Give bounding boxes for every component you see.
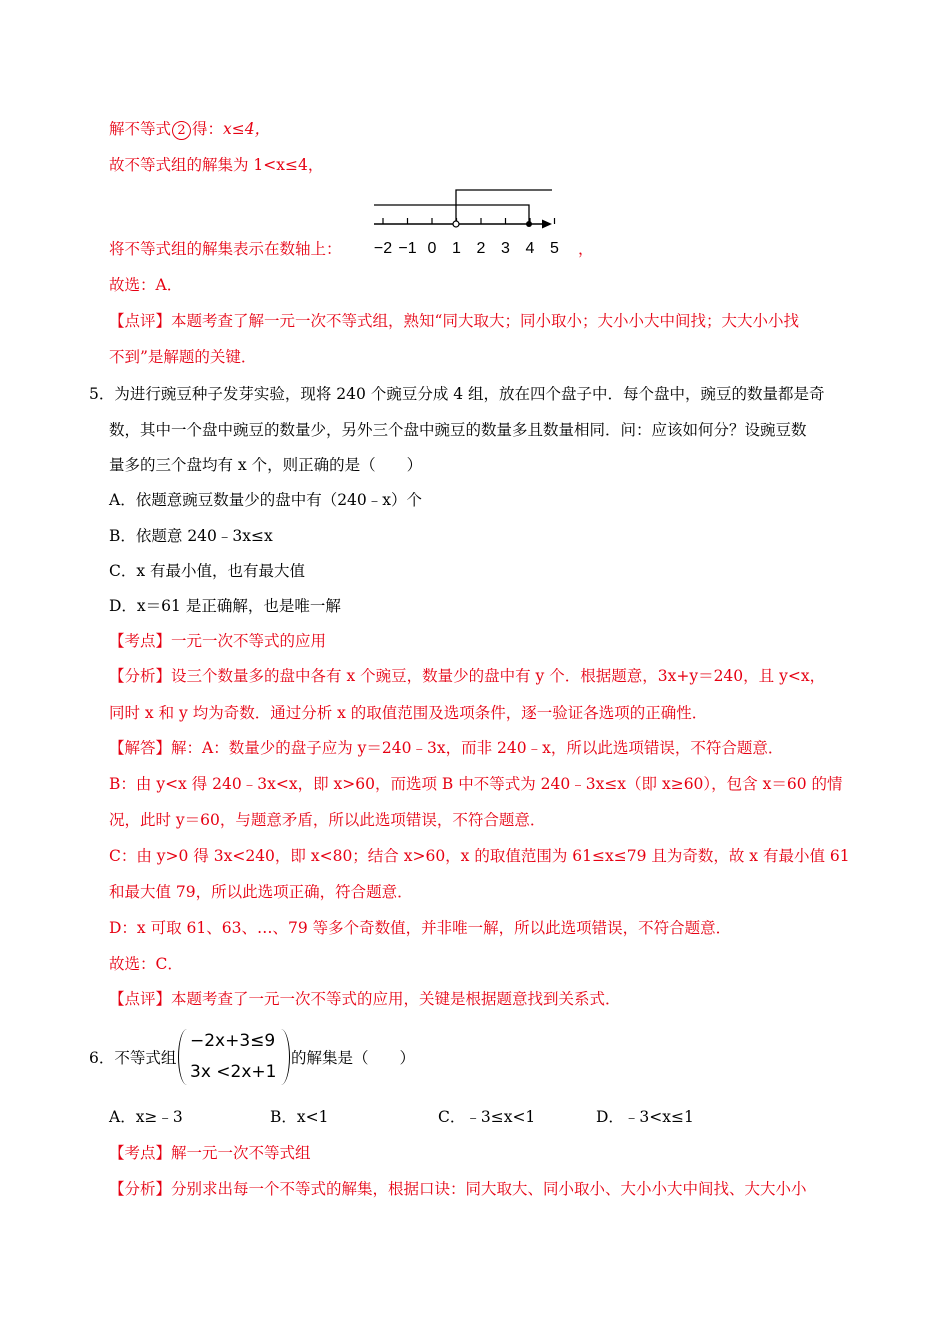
q5-comment (109, 989, 621, 1009)
q6-kaodian (109, 1143, 311, 1163)
step2-math: x≤4， (223, 120, 271, 138)
solution-set-line: 故不等式组的解集为 1<x≤4， (109, 156, 324, 174)
q5-jieda-line1 (109, 738, 783, 758)
numline-caption: 将不等式组的解集表示在数轴上： (109, 240, 342, 258)
q6-stem-text: 不等式组 (114, 1049, 177, 1067)
tick-label-1: −1 (398, 240, 417, 257)
q6-option-b: B．x<1 (270, 1108, 329, 1126)
jieda-tag: 【解答】 (109, 739, 172, 757)
tick-label-3: 1 (452, 240, 461, 257)
comment-q4-line1 (109, 311, 799, 331)
q5-answer: 故选：C． (109, 955, 183, 973)
q5-stem-text: 为进行豌豆种子发芽实验，现将 240 个豌豆分成 4 组，放在四个盘子中．每个盘中，豌豆的数量都是奇 (114, 385, 825, 403)
q5-stem-line1 (89, 384, 825, 404)
q6-stem-post: 的解集是（ ） (291, 1049, 416, 1067)
comment-tag: 【点评】 (109, 990, 172, 1008)
q5-jieda-line2: B：由 y<x 得 240﹣3x<x，即 x>60，而选项 B 中不等式为 240﹣3x≤x（即 x≥60），包含 x＝60 的情 (109, 775, 843, 793)
number-line-labels (374, 240, 559, 257)
answer-q4: 故选：A． (109, 276, 183, 294)
fenxi-text: 分别求出每一个不等式的解集，根据口诀：同大取大、同小取小、大小小大中间找、大大小小 (171, 1180, 807, 1198)
tick-label-4: 2 (476, 240, 486, 257)
q5-fenxi-line2: 同时 x 和 y 均为奇数．通过分析 x 的取值范围及选项条件，逐一验证各选项的正确性． (109, 704, 708, 722)
q5-stem-line2: 数，其中一个盘中豌豆的数量少，另外三个盘中豌豆的数量多且数量相同．问：应该如何分？设豌豆数 (109, 421, 807, 439)
numline-trailing-comma: ， (578, 240, 594, 258)
q5-number: 5． (89, 385, 115, 403)
q5-option-c: C．x 有最小值，也有最大值 (109, 562, 306, 580)
fenxi-text: 设三个数量多的盘中各有 x 个豌豆，数量少的盘中有 y 个．根据题意，3x+y＝240，且 y<x， (171, 667, 826, 685)
q6-stem-pre (89, 1048, 176, 1068)
circled-number: 2 (172, 121, 191, 140)
kaodian-text: 一元一次不等式的应用 (171, 632, 327, 650)
right-brace (280, 1029, 290, 1085)
tick-label-7: 5 (550, 240, 559, 257)
tick-label-6: 4 (525, 240, 535, 257)
fenxi-tag: 【分析】 (109, 667, 172, 685)
q6-fenxi-line1 (109, 1179, 807, 1199)
comment-tag: 【点评】 (109, 312, 172, 330)
q6-option-c: C．﹣3≤x<1 (438, 1108, 536, 1126)
bracket-x-greater-1 (456, 190, 552, 224)
number-line-arrow (542, 220, 552, 229)
comment-text: 本题考查了解一元一次不等式组，熟知“同大取大；同小取小；大小小大中间找；大大小小找 (171, 312, 799, 330)
comment-q4-line2: 不到”是解题的关键． (109, 348, 257, 366)
q6-option-d: D．﹣3<x≤1 (596, 1108, 694, 1126)
open-point-1 (453, 221, 459, 227)
kaodian-text: 解一元一次不等式组 (171, 1144, 311, 1162)
kaodian-tag: 【考点】 (109, 632, 172, 650)
system-row-2: 3x <2x+1 (190, 1062, 277, 1082)
q5-fenxi-line1 (109, 666, 825, 686)
q5-jieda-line3: 况，此时 y＝60，与题意矛盾，所以此选项错误，不符合题意． (109, 811, 546, 829)
jieda-text: 解：A：数量少的盘子应为 y＝240﹣3x，而非 240﹣x，所以此选项错误，不符合题意． (171, 739, 784, 757)
q5-option-d: D．x＝61 是正确解，也是唯一解 (109, 597, 341, 615)
tick-label-5: 3 (501, 240, 510, 257)
system-row-1: −2x+3≤9 (190, 1031, 276, 1051)
q5-option-a: A．依题意豌豆数量少的盘中有（240﹣x）个 (109, 491, 423, 509)
q5-option-b: B．依题意 240﹣3x≤x (109, 527, 273, 545)
kaodian-tag: 【考点】 (109, 1144, 172, 1162)
tick-label-2: 0 (427, 240, 437, 257)
q5-jieda-line6: D：x 可取 61、63、…、79 等多个奇数值，并非唯一解，所以此选项错误，不符合题意． (109, 919, 732, 937)
fenxi-tag: 【分析】 (109, 1180, 172, 1198)
comment-text: 本题考查了一元一次不等式的应用，关键是根据题意找到关系式． (171, 990, 621, 1008)
q5-stem-line3: 量多的三个盘均有 x 个，则正确的是（ ） (109, 456, 423, 474)
step2-pre: 解不等式 (109, 120, 172, 138)
step2-post: 得： (192, 120, 224, 138)
q5-jieda-line4: C：由 y>0 得 3x<240，即 x<80；结合 x>60，x 的取值范围为 61≤x≤79 且为奇数，故 x 有最小值 61 (109, 847, 850, 865)
q6-option-a: A．x≥﹣3 (109, 1108, 183, 1126)
inequality-system (178, 1027, 290, 1089)
number-line-figure (366, 183, 566, 263)
q5-kaodian (109, 631, 326, 651)
tick-label-0: −2 (373, 240, 393, 257)
q6-number: 6． (89, 1049, 115, 1067)
left-brace (178, 1029, 188, 1085)
step2-line (109, 119, 270, 140)
closed-point-4 (526, 221, 532, 227)
q5-jieda-line5: 和最大值 79，所以此选项正确，符合题意． (109, 883, 413, 901)
